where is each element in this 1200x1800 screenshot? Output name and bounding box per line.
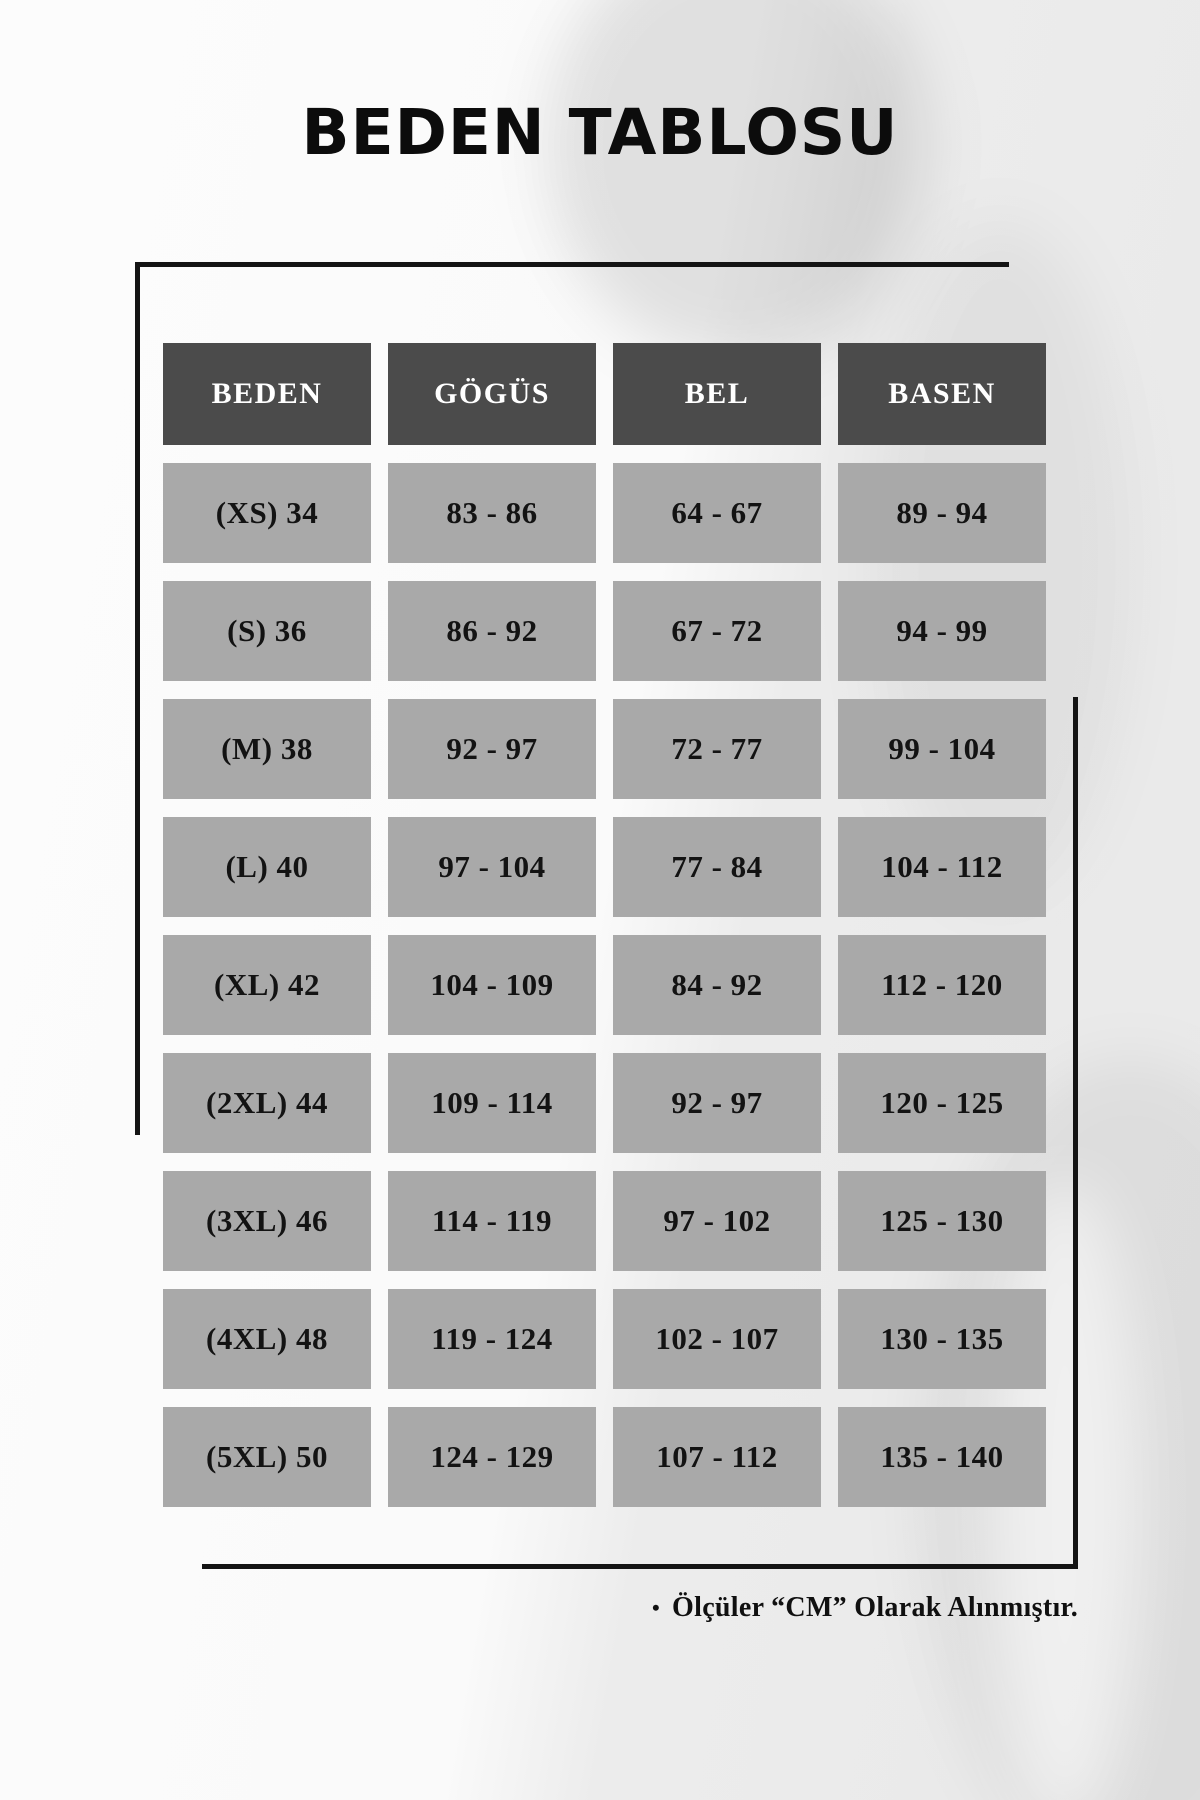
- measurement-cell-basen: 130 - 135: [838, 1289, 1046, 1389]
- measurement-cell-bel: 77 - 84: [613, 817, 821, 917]
- measurement-cell-gogus: 86 - 92: [388, 581, 596, 681]
- header-cell-basen: BASEN: [838, 343, 1046, 445]
- measurement-cell-bel: 102 - 107: [613, 1289, 821, 1389]
- measurement-cell-basen: 104 - 112: [838, 817, 1046, 917]
- size-label-cell: (M) 38: [163, 699, 371, 799]
- measurement-cell-bel: 97 - 102: [613, 1171, 821, 1271]
- size-label-cell: (L) 40: [163, 817, 371, 917]
- decorative-line-left: [135, 262, 140, 1135]
- size-label-cell: (4XL) 48: [163, 1289, 371, 1389]
- size-label-cell: (5XL) 50: [163, 1407, 371, 1507]
- measurement-cell-bel: 92 - 97: [613, 1053, 821, 1153]
- measurement-cell-basen: 120 - 125: [838, 1053, 1046, 1153]
- header-cell-beden: BEDEN: [163, 343, 371, 445]
- measurement-cell-gogus: 114 - 119: [388, 1171, 596, 1271]
- measurement-unit-note: [652, 1592, 1078, 1624]
- measurement-cell-basen: 135 - 140: [838, 1407, 1046, 1507]
- watermark-silhouette-head: [545, 0, 925, 360]
- decorative-line-top: [135, 262, 1009, 267]
- measurement-cell-gogus: 97 - 104: [388, 817, 596, 917]
- measurement-cell-basen: 89 - 94: [838, 463, 1046, 563]
- note-bullet-icon: •: [652, 1595, 661, 1620]
- measurement-cell-gogus: 109 - 114: [388, 1053, 596, 1153]
- decorative-line-right: [1073, 697, 1078, 1569]
- measurement-cell-gogus: 124 - 129: [388, 1407, 596, 1507]
- measurement-cell-gogus: 119 - 124: [388, 1289, 596, 1389]
- note-text: Ölçüler “CM” Olarak Alınmıştır.: [672, 1592, 1078, 1623]
- measurement-cell-bel: 67 - 72: [613, 581, 821, 681]
- size-label-cell: (S) 36: [163, 581, 371, 681]
- measurement-cell-basen: 94 - 99: [838, 581, 1046, 681]
- page-title: BEDEN TABLOSU: [301, 96, 899, 169]
- measurement-cell-gogus: 104 - 109: [388, 935, 596, 1035]
- measurement-cell-basen: 112 - 120: [838, 935, 1046, 1035]
- measurement-cell-basen: 99 - 104: [838, 699, 1046, 799]
- measurement-cell-gogus: 92 - 97: [388, 699, 596, 799]
- size-label-cell: (XS) 34: [163, 463, 371, 563]
- size-label-cell: (3XL) 46: [163, 1171, 371, 1271]
- measurement-cell-bel: 72 - 77: [613, 699, 821, 799]
- size-label-cell: (XL) 42: [163, 935, 371, 1035]
- measurement-cell-bel: 107 - 112: [613, 1407, 821, 1507]
- size-table: [163, 343, 1046, 1507]
- decorative-line-bottom: [202, 1564, 1078, 1569]
- measurement-cell-bel: 64 - 67: [613, 463, 821, 563]
- size-label-cell: (2XL) 44: [163, 1053, 371, 1153]
- header-cell-gogus: GÖGÜS: [388, 343, 596, 445]
- header-cell-bel: BEL: [613, 343, 821, 445]
- measurement-cell-gogus: 83 - 86: [388, 463, 596, 563]
- measurement-cell-basen: 125 - 130: [838, 1171, 1046, 1271]
- measurement-cell-bel: 84 - 92: [613, 935, 821, 1035]
